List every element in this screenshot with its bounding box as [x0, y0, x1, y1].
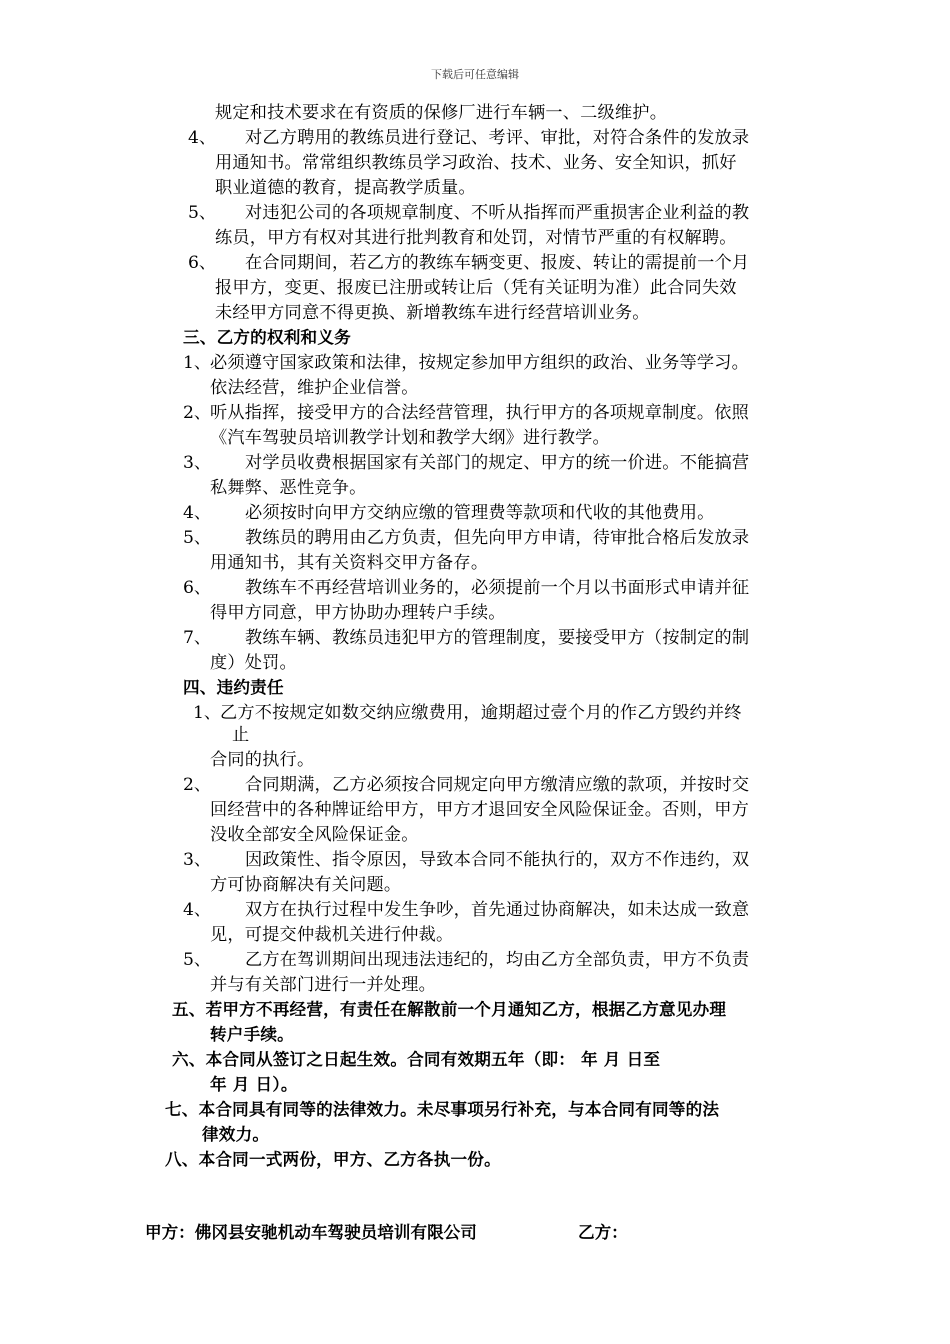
paragraph-line: 职业道德的教育，提高教学质量。 [215, 178, 476, 198]
paragraph-line: 私舞弊、恶性竞争。 [210, 478, 367, 498]
item-number: 3、 [183, 453, 212, 473]
paragraph-line: 教练车不再经营培训业务的，必须提前一个月以书面形式申请并征 [245, 578, 750, 598]
page-header: 下载后可任意编辑 [431, 68, 519, 81]
paragraph-line: 度）处罚。 [210, 653, 297, 673]
paragraph-line: 听从指挥，接受甲方的合法经营管理，执行甲方的各项规章制度。依照 [210, 403, 750, 423]
paragraph-line: 合同的执行。 [210, 750, 315, 770]
paragraph-line: 用通知书，其有关资料交甲方备存。 [210, 553, 489, 573]
paragraph-line: 必须遵守国家政策和法律，按规定参加甲方组织的政治、业务等学习。 [210, 353, 750, 373]
item-number: 4、 [183, 900, 212, 920]
paragraph-line: 用通知书。常常组织教练员学习政治、技术、业务、安全知识，抓好 [215, 153, 737, 173]
paragraph-line: 报甲方，变更、报废已注册或转让后（凭有关证明为准）此合同失效 [215, 278, 737, 298]
item-number: 6、 [188, 253, 217, 273]
item-number: 3、 [183, 850, 212, 870]
paragraph-line: 《汽车驾驶员培训教学计划和教学大纲》进行教学。 [210, 428, 610, 448]
item-number: 5、 [183, 950, 212, 970]
item-number: 1、 [193, 703, 222, 723]
item-number: 6、 [183, 578, 212, 598]
clause-line: 律效力。 [202, 1125, 270, 1144]
paragraph-line: 因政策性、指令原因，导致本合同不能执行的，双方不作违约，双 [245, 850, 750, 870]
item-number: 5、 [188, 203, 217, 223]
clause-line: 六、本合同从签订之日起生效。合同有效期五年（即： 年 月 日至 [172, 1050, 661, 1069]
paragraph-line: 对违犯公司的各项规章制度、不听从指挥而严重损害企业利益的教 [245, 203, 750, 223]
paragraph-line: 合同期满，乙方必须按合同规定向甲方缴清应缴的款项，并按时交 [245, 775, 750, 795]
paragraph-line: 未经甲方同意不得更换、新增教练车进行经营培训业务。 [215, 303, 650, 323]
item-number: 4、 [183, 503, 212, 523]
paragraph-line: 规定和技术要求在有资质的保修厂进行车辆一、二级维护。 [215, 103, 668, 123]
party-b-signature: 乙方： [578, 1223, 628, 1242]
paragraph-line: 得甲方同意，甲方协助办理转户手续。 [210, 603, 506, 623]
paragraph-line: 乙方在驾训期间出现违法违纪的，均由乙方全部负责，甲方不负责 [245, 950, 750, 970]
paragraph-line: 方可协商解决有关问题。 [210, 875, 402, 895]
item-number: 7、 [183, 628, 212, 648]
clause-line: 五、若甲方不再经营，有责任在解散前一个月通知乙方，根据乙方意见办理 [172, 1000, 727, 1019]
paragraph-line: 乙方不按规定如数交纳应缴费用，逾期超过壹个月的作乙方毁约并终 [220, 703, 742, 723]
paragraph-line: 并与有关部门进行一并处理。 [210, 975, 437, 995]
item-number: 1、 [183, 353, 212, 373]
paragraph-line: 依法经营，维护企业信誉。 [210, 378, 419, 398]
clause-line: 八、本合同一式两份，甲方、乙方各执一份。 [165, 1150, 501, 1169]
paragraph-line: 在合同期间，若乙方的教练车辆变更、报废、转让的需提前一个月 [245, 253, 750, 273]
paragraph-line: 教练员的聘用由乙方负责，但先向甲方申请，待审批合格后发放录 [245, 528, 750, 548]
paragraph-line: 对学员收费根据国家有关部门的规定、甲方的统一价进。不能搞营 [245, 453, 750, 473]
paragraph-line: 回经营中的各种牌证给甲方，甲方才退回安全风险保证金。否则，甲方 [210, 800, 750, 820]
paragraph-line: 双方在执行过程中发生争吵，首先通过协商解决，如未达成一致意 [245, 900, 750, 920]
item-number: 2、 [183, 775, 212, 795]
section-heading: 三、乙方的权利和义务 [183, 328, 351, 347]
item-number: 2、 [183, 403, 212, 423]
clause-line: 转户手续。 [210, 1025, 294, 1044]
paragraph-line: 没收全部安全风险保证金。 [210, 825, 419, 845]
clause-line: 年 月 日）。 [210, 1075, 298, 1094]
paragraph-line: 对乙方聘用的教练员进行登记、考评、审批，对符合条件的发放录 [245, 128, 750, 148]
section-heading: 四、违约责任 [183, 678, 284, 697]
paragraph-line: 练员，甲方有权对其进行批判教育和处罚，对情节严重的有权解聘。 [215, 228, 737, 248]
paragraph-line: 止 [232, 725, 250, 745]
paragraph-line: 见，可提交仲裁机关进行仲裁。 [210, 925, 454, 945]
item-number: 4、 [188, 128, 217, 148]
clause-line: 七、本合同具有同等的法律效力。未尽事项另行补充，与本合同有同等的法 [165, 1100, 720, 1119]
party-a-signature: 甲方：佛冈县安驰机动车驾驶员培训有限公司 [145, 1223, 477, 1242]
paragraph-line: 教练车辆、教练员违犯甲方的管理制度，要接受甲方（按制定的制 [245, 628, 750, 648]
paragraph-line: 必须按时向甲方交纳应缴的管理费等款项和代收的其他费用。 [245, 503, 715, 523]
item-number: 5、 [183, 528, 212, 548]
